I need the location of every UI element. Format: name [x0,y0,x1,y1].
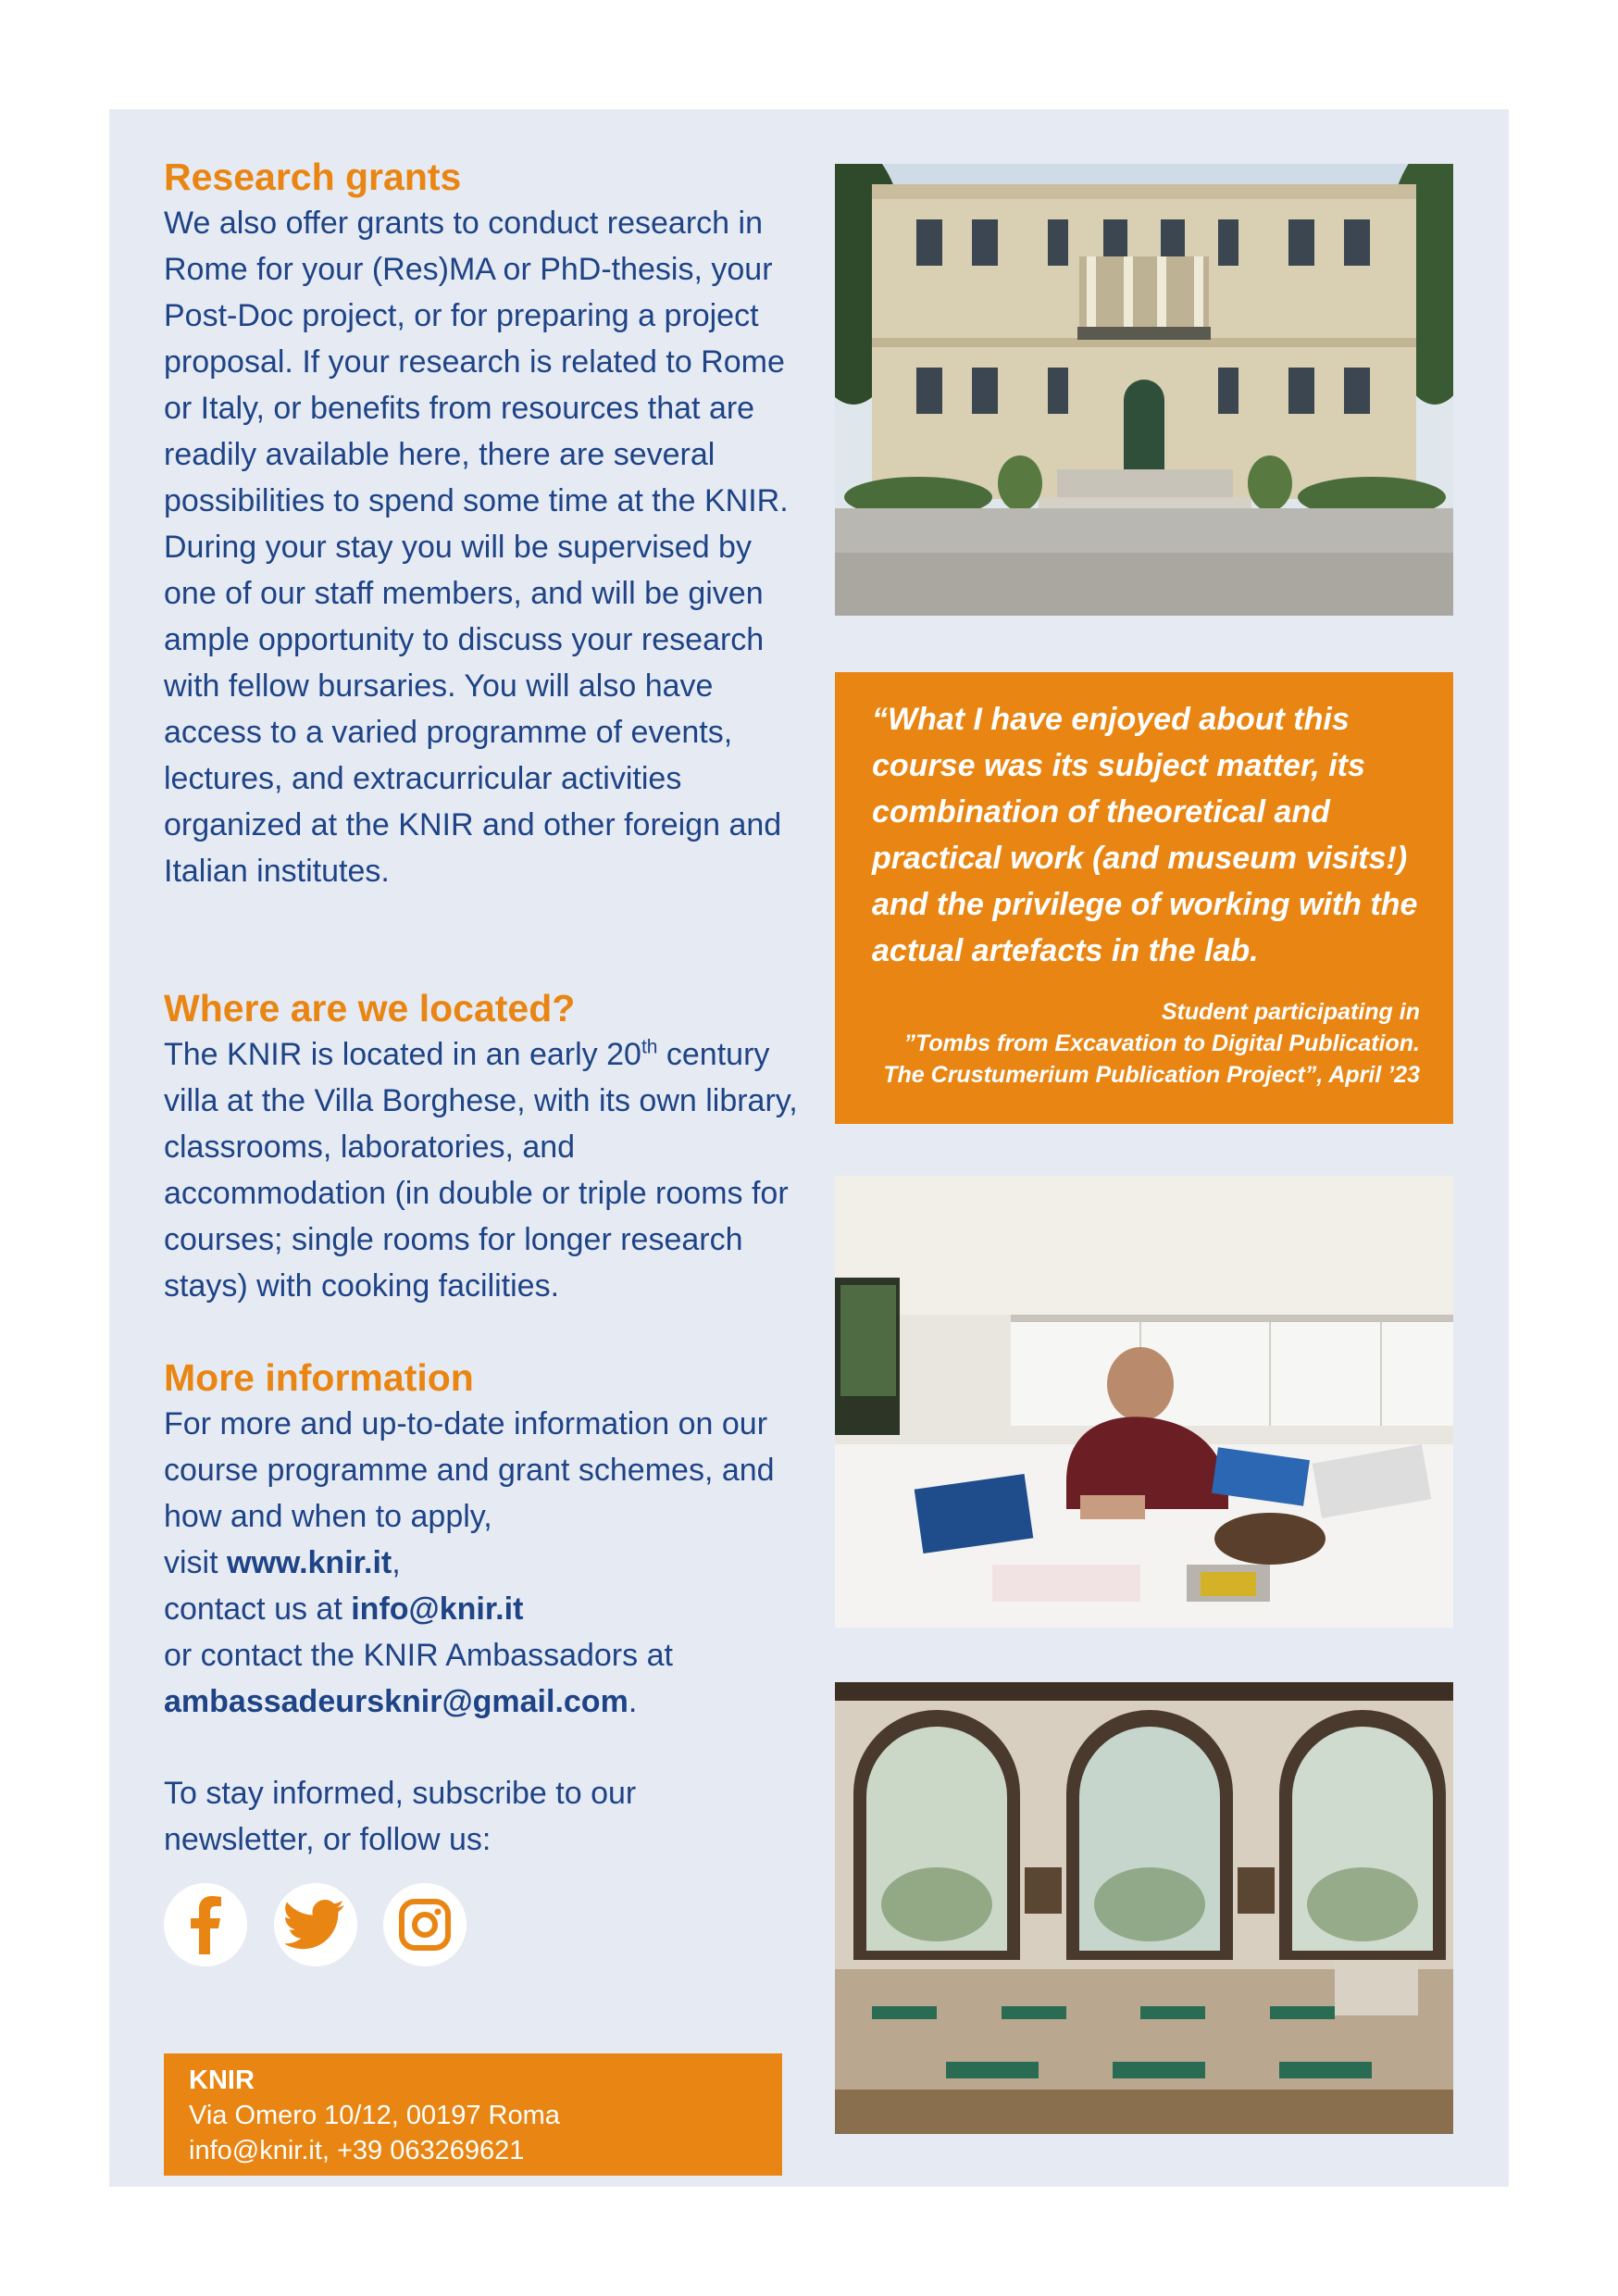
testimonial-attribution [883,996,1420,1091]
research-grants-section [164,154,803,894]
ambassadors-email-link[interactable]: ambassadeursknir@gmail.com [164,1684,629,1719]
content-panel [109,109,1509,2187]
ambassadors-period: . [628,1684,638,1719]
testimonial-quote: “What I have enjoyed about this course was its subject matter, its combination of theoretical and practical work (and museum visits!) and the privilege of working with the actual artefacts in the lab. [872,702,1418,968]
visit-label: visit [164,1545,227,1580]
location-section [164,985,803,1309]
visit-comma: , [392,1545,401,1580]
location-heading: Where are we located? [164,987,576,1029]
stay-informed-text: To stay informed, subscribe to our newsletter, or follow us: [164,1776,637,1857]
testimonial-box [835,672,1453,1124]
lab-photo [835,1176,1453,1628]
email-link[interactable]: info@knir.it [351,1591,524,1627]
website-link[interactable]: www.knir.it [227,1545,392,1580]
stay-informed-section [164,1770,803,1863]
facebook-icon[interactable] [164,1883,247,1966]
more-information-body [164,1401,803,1725]
library-photo [835,1682,1453,2134]
ordinal-superscript: th [641,1036,658,1058]
footer-address: Via Omero 10/12, 00197 Roma [189,2101,560,2130]
attribution-line-1: Student participating in [1161,999,1420,1025]
research-grants-heading: Research grants [164,156,462,198]
ambassadors-label: or contact the KNIR Ambassadors at [164,1638,673,1673]
villa-photo [835,164,1453,616]
attribution-line-3: The Crustumerium Publication Project”, April ’23 [883,1062,1420,1088]
address-box [164,2053,782,2176]
twitter-icon[interactable] [274,1883,357,1966]
research-grants-body: We also offer grants to conduct research in Rome for your (Res)MA or PhD-thesis, your Post-Doc project, or for preparing a project proposal. If your research is related to Rome or Italy, or benefits from resources that are readily available here, there are several possibilities to spend some time at the KNIR. During your stay you will be supervised by one of our staff members, and will be given ample opportunity to discuss your research with fellow bursaries. You will also have access to a varied programme of events, lectures, and extracurricular activities organized at the KNIR and other foreign and Italian institutes. [164,206,789,889]
contact-label: contact us at [164,1591,352,1627]
instagram-icon[interactable] [383,1883,467,1966]
more-information-section [164,1354,803,1725]
more-information-heading: More information [164,1356,474,1399]
location-body-start: The KNIR is located in an early 20 [164,1037,641,1072]
more-information-intro: For more and up-to-date information on our course programme and grant schemes, and how and when to apply, [164,1406,775,1534]
visit-line [164,1540,803,1586]
footer-name: KNIR [189,2065,255,2095]
location-body [164,1031,803,1309]
contact-line [164,1586,803,1632]
attribution-line-2: ”Tombs from Excavation to Digital Publication. [903,1030,1420,1056]
ambassadors-line [164,1678,803,1725]
location-body-end: century villa at the Villa Borghese, with its own library, classrooms, laboratories, and accommodation (in double or triple rooms for courses; single rooms for longer research stays) with cooking facilities. [164,1037,798,1304]
footer-contact: info@knir.it, +39 063269621 [189,2136,525,2165]
